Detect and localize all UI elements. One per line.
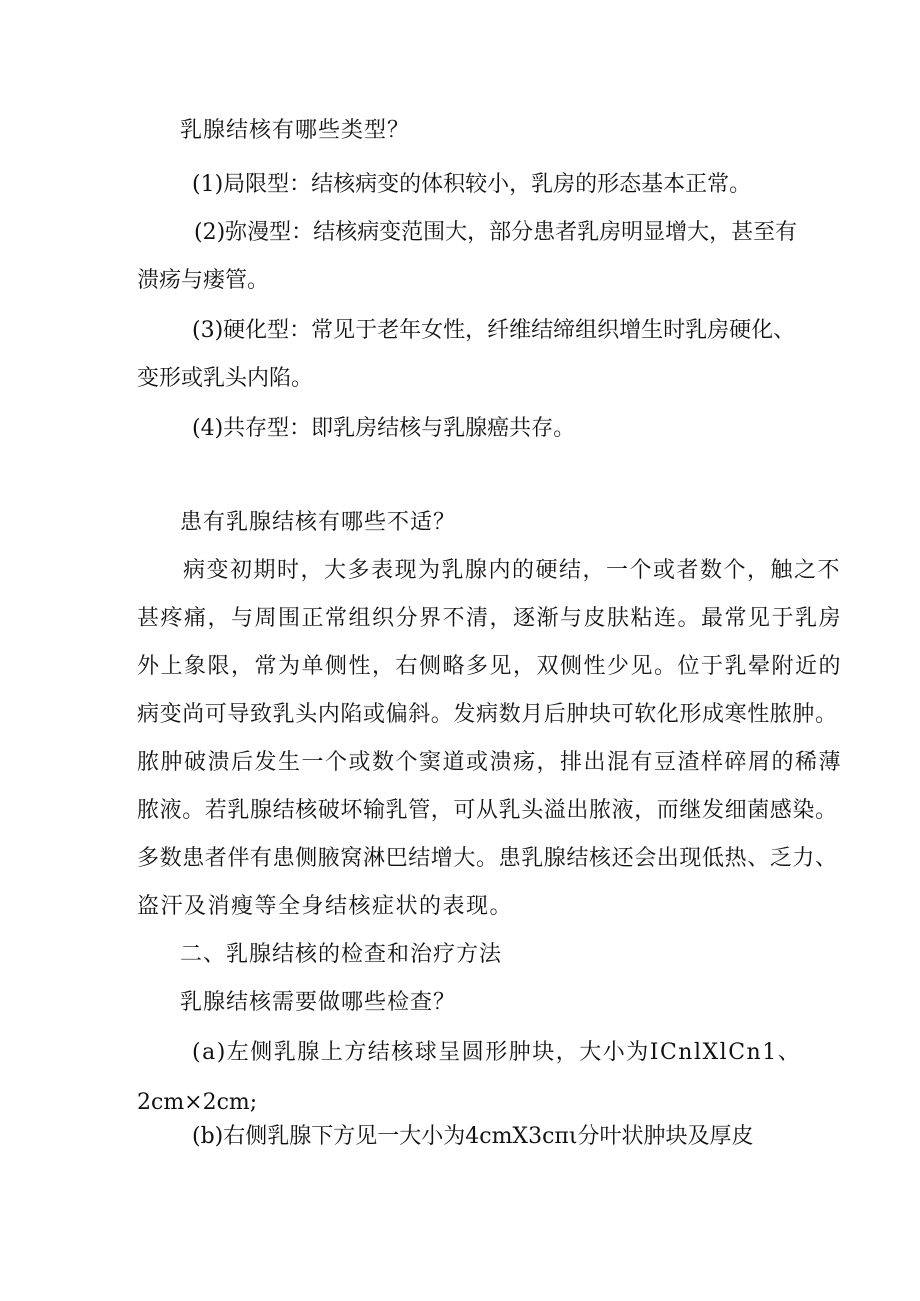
symptoms-heading: 患有乳腺结核有哪些不适？ [180, 510, 457, 535]
symptoms-paragraph-line: 病变初期时，大多表现为乳腺内的硬结，一个或者数个，触之不 [183, 558, 842, 583]
finding-b: (b)右侧乳腺下方见一大小为4cmX3cπι分叶状肿块及厚皮 [192, 1124, 754, 1149]
finding-a-line-1: (a)左侧乳腺上方结核球呈圆形肿块，大小为ICnlXlCn1、 [192, 1040, 802, 1065]
type-2-diffuse-line-2: 溃疡与瘘管。 [137, 268, 270, 293]
type-3-sclerosing-line-2: 变形或乳头内陷。 [137, 366, 314, 391]
symptoms-paragraph-line: 甚疼痛，与周围正常组织分界不清，逐渐与皮肤粘连。最常见于乳房 [137, 606, 843, 631]
type-3-sclerosing-line-1: (3)硬化型：常见于老年女性，纤维结缔组织增生时乳房硬化、 [192, 318, 796, 343]
symptoms-paragraph-line: 脓肿破溃后发生一个或数个窦道或溃疡，排出混有豆渣样碎屑的稀薄 [137, 750, 843, 775]
symptoms-paragraph-line: 盗汗及消瘦等全身结核症状的表现。 [137, 894, 514, 919]
type-4-coexisting: (4)共存型：即乳房结核与乳腺癌共存。 [192, 416, 576, 441]
symptoms-paragraph-line: 脓液。若乳腺结核破坏输乳管，可从乳头溢出脓液，而继发细菌感染。 [137, 798, 838, 823]
types-heading: 乳腺结核有哪些类型？ [180, 118, 411, 143]
type-1-localized: (1)局限型：结核病变的体积较小，乳房的形态基本正常。 [192, 172, 752, 197]
exams-heading: 乳腺结核需要做哪些检查？ [180, 990, 457, 1015]
type-2-diffuse-line-1: (2)弥漫型：结核病变范围大，部分患者乳房明显增大，甚至有 [194, 220, 798, 245]
symptoms-paragraph-line: 病变尚可导致乳头内陷或偏斜。发病数月后肿块可软化形成寒性脓肿。 [137, 702, 838, 727]
finding-a-line-2: 2cm×2cm; [137, 1090, 258, 1115]
symptoms-paragraph-line: 多数患者伴有患侧腋窝淋巴结增大。患乳腺结核还会出现低热、乏力、 [137, 846, 838, 871]
symptoms-paragraph-line: 外上象限，常为单侧性，右侧略多见，双侧性少见。位于乳晕附近的 [137, 654, 843, 679]
section-2-title: 二、乳腺结核的检查和治疗方法 [180, 942, 503, 967]
